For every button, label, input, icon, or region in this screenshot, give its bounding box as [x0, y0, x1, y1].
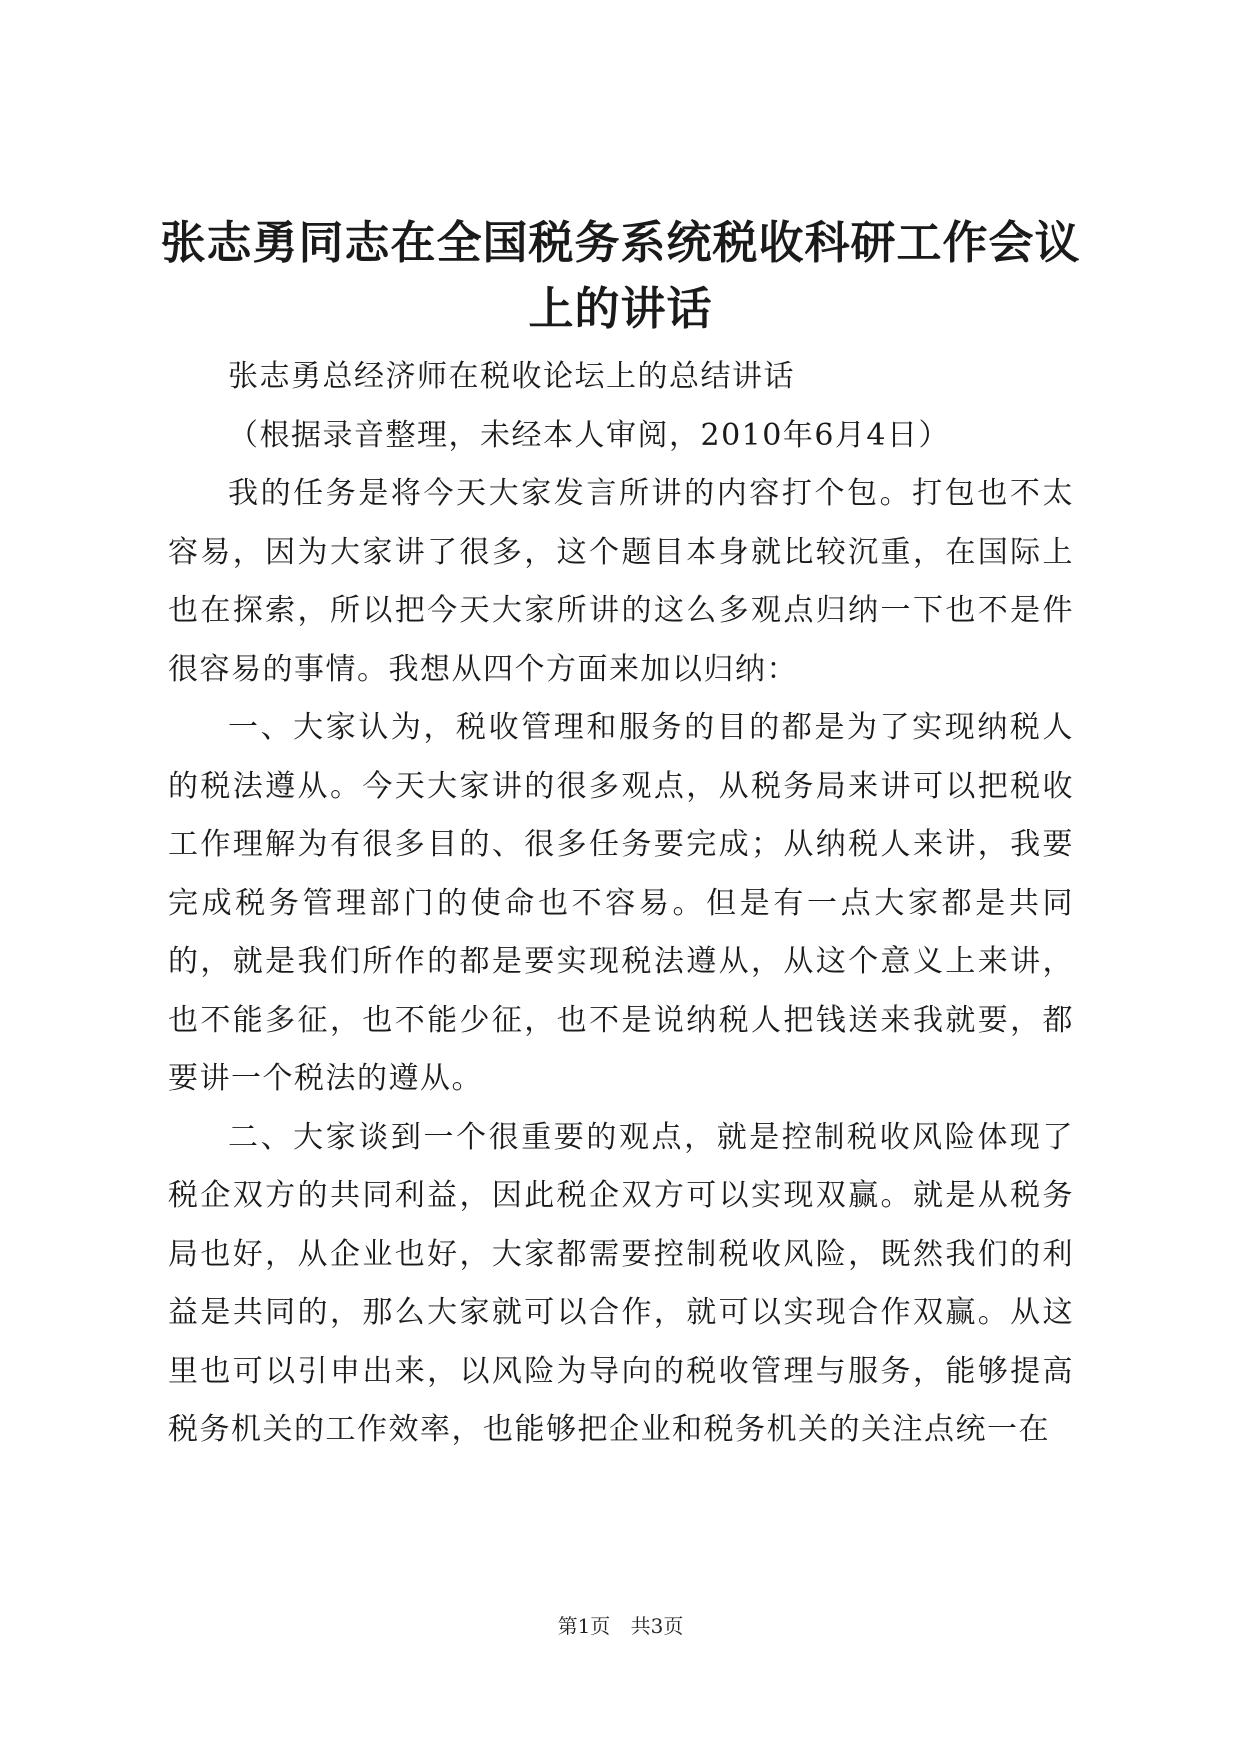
document-title: 张志勇同志在全国税务系统税收科研工作会议上的讲话 — [160, 216, 1081, 335]
body-paragraph: 二、大家谈到一个很重要的观点，就是控制税收风险体现了税企双方的共同利益，因此税企双方可以实现双赢。就是从税务局也好，从企业也好，大家都需要控制税收风险，既然我们的利益是共同的，那么大家就可以合作，就可以实现合作双赢。从这里也可以引申出来，以风险为导向的税收管理与服务，能够提高税务机关的工作效率，也能够把企业和税务机关的关注点统一在 — [168, 1119, 1074, 1447]
body-paragraph: 我的任务是将今天大家发言所讲的内容打个包。打包也不太容易，因为大家讲了很多，这个题目本身就比较沉重，在国际上也在探索，所以把今天大家所讲的这么多观点归纳一下也不是件很容易的事情。我想从四个方面来加以归纳： — [168, 476, 1074, 687]
page-number: 第1页 — [557, 1614, 611, 1638]
subtitle-paragraph: 张志勇总经济师在税收论坛上的总结讲话 — [228, 359, 795, 394]
document-body — [168, 348, 1074, 1460]
page-total: 共3页 — [630, 1614, 684, 1638]
body-paragraph: 一、大家认为，税收管理和服务的目的都是为了实现纳税人的税法遵从。今天大家讲的很多观点，从税务局来讲可以把税收工作理解为有很多目的、很多任务要完成；从纳税人来讲，我要完成税务管理部门的使命也不容易。但是有一点大家都是共同的，就是我们所作的都是要实现税法遵从，从这个意义上来讲，也不能多征，也不能少征，也不是说纳税人把钱送来我就要，都要讲一个税法的遵从。 — [168, 710, 1074, 1096]
source-note-paragraph: （根据录音整理，未经本人审阅，2010年6月4日） — [228, 417, 951, 453]
page-footer — [0, 1612, 1241, 1640]
